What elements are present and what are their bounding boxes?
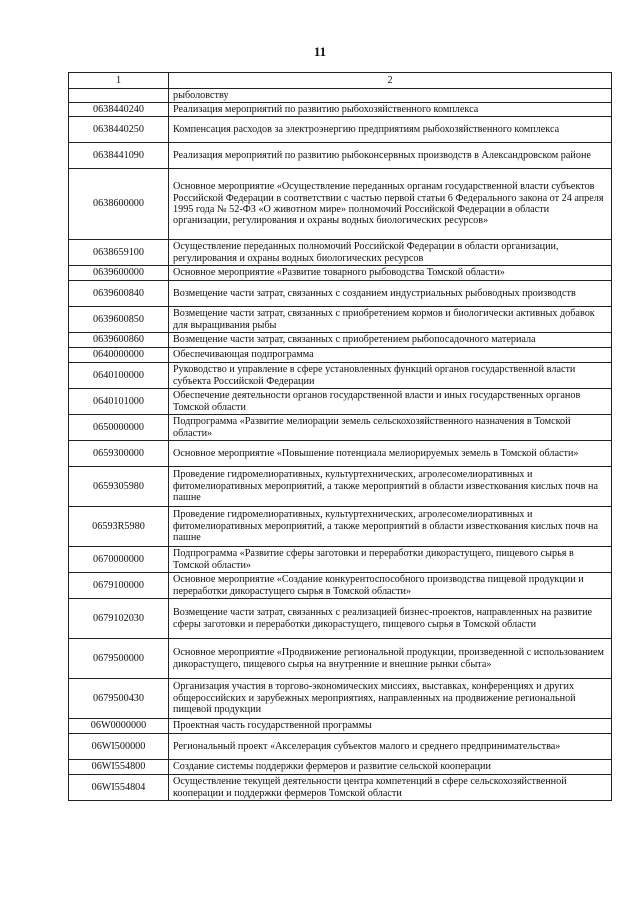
header-row (69, 73, 612, 89)
table-row (69, 547, 612, 573)
row-description: Основное мероприятие «Создание конкурентоспособного производства пищевой продукции и переработки дикорастущего сырья в Томской области» (169, 573, 612, 599)
page-number: 11 (313, 44, 327, 59)
table-row (69, 507, 612, 547)
table-row (69, 281, 612, 307)
row-code: 0638441090 (69, 143, 169, 169)
row-description: Региональный проект «Акселерация субъектов малого и среднего предпринимательства» (169, 734, 612, 760)
table-row (69, 415, 612, 441)
row-code: 06W0000000 (69, 719, 169, 734)
table-row (69, 169, 612, 240)
row-description: Возмещение части затрат, связанных с приобретением кормов и биологически активных добавок для выращивания рыбы (169, 307, 612, 333)
row-code: 06593R5980 (69, 507, 169, 547)
row-code: 0670000000 (69, 547, 169, 573)
row-code: 0638600000 (69, 169, 169, 240)
row-description: Основное мероприятие «Развитие товарного рыбоводства Томской области» (169, 266, 612, 281)
row-description: Проведение гидромелиоративных, культуртехнических, агролесомелиоративных и фитомелиоративных мероприятий, а также мероприятий в области известкования кислых почв на пашне (169, 507, 612, 547)
table-row (69, 639, 612, 679)
row-description: Основное мероприятие «Осуществление переданных органам государственной власти субъектов Российской Федерации в соответствии с частью первой статьи 6 Федерального закона от 24 апреля 1995 года № 52-ФЗ «О животном мире» полномочий Российской Федерации в области организации, регулирования и охраны водных биологических ресурсов» (169, 169, 612, 240)
row-description: Подпрограмма «Развитие сферы заготовки и переработки дикорастущего, пищевого сырья в Томской области» (169, 547, 612, 573)
row-description: Руководство и управление в сфере установленных функций органов государственной власти субъекта Российской Федерации (169, 363, 612, 389)
row-code: 0639600000 (69, 266, 169, 281)
row-code: 0638440240 (69, 103, 169, 117)
table-row (69, 467, 612, 507)
row-description: Осуществление текущей деятельности центра компетенций в сфере сельскохозяйственной кооперации и поддержки фермеров Томской области (169, 775, 612, 801)
row-code: 0640000000 (69, 348, 169, 363)
row-description: Проектная часть государственной программы (169, 719, 612, 734)
table-row (69, 760, 612, 775)
row-code: 0639600850 (69, 307, 169, 333)
code-table (68, 72, 612, 801)
table-row (69, 117, 612, 143)
row-code: 06WI554804 (69, 775, 169, 801)
row-code: 0638440250 (69, 117, 169, 143)
table-row (69, 719, 612, 734)
row-description: Основное мероприятие «Повышение потенциала мелиорируемых земель в Томской области» (169, 441, 612, 467)
row-code: 0639600860 (69, 333, 169, 348)
row-description: Компенсация расходов за электроэнергию предприятиям рыбохозяйственного комплекса (169, 117, 612, 143)
row-description: Обеспечивающая подпрограмма (169, 348, 612, 363)
row-code: 0650000000 (69, 415, 169, 441)
table-row (69, 599, 612, 639)
column-header-2: 2 (169, 73, 612, 89)
row-description: Реализация мероприятий по развитию рыбохозяйственного комплекса (169, 103, 612, 117)
table-row (69, 441, 612, 467)
row-description: Реализация мероприятий по развитию рыбоконсервных производств в Александровском районе (169, 143, 612, 169)
row-code: 0638659100 (69, 240, 169, 266)
row-description: Проведение гидромелиоративных, культуртехнических, агролесомелиоративных и фитомелиоративных мероприятий, а также мероприятий в области известкования кислых почв на пашне (169, 467, 612, 507)
table-row (69, 363, 612, 389)
table-row (69, 240, 612, 266)
row-code: 0679100000 (69, 573, 169, 599)
table-row (69, 143, 612, 169)
row-code: 0679102030 (69, 599, 169, 639)
row-description: Обеспечение деятельности органов государственной власти и иных государственных органов Томской области (169, 389, 612, 415)
table-row (69, 389, 612, 415)
row-code: 0659300000 (69, 441, 169, 467)
row-code: 06WI500000 (69, 734, 169, 760)
row-code: 0659305980 (69, 467, 169, 507)
row-code: 0640101000 (69, 389, 169, 415)
table-row (69, 333, 612, 348)
table-row (69, 573, 612, 599)
row-description: Осуществление переданных полномочий Российской Федерации в области организации, регулирования и охраны водных биологических ресурсов (169, 240, 612, 266)
table-row (69, 266, 612, 281)
row-description: Подпрограмма «Развитие мелиорации земель сельскохозяйственного назначения в Томской области» (169, 415, 612, 441)
column-header-1: 1 (69, 73, 169, 89)
row-description: Возмещение части затрат, связанных с созданием индустриальных рыбоводных производств (169, 281, 612, 307)
table-row (69, 679, 612, 719)
table-row (69, 775, 612, 801)
table-row (69, 348, 612, 363)
row-code: 0639600840 (69, 281, 169, 307)
row-description: Создание системы поддержки фермеров и развитие сельской кооперации (169, 760, 612, 775)
row-description: рыболовству (169, 89, 612, 103)
row-code: 0679500430 (69, 679, 169, 719)
row-description: Возмещение части затрат, связанных с приобретением рыбопосадочного материала (169, 333, 612, 348)
table-row (69, 734, 612, 760)
row-description: Организация участия в торгово-экономических миссиях, выставках, конференциях и других общероссийских и зарубежных мероприятиях, направленных на продвижение региональной пищевой продукции (169, 679, 612, 719)
table-row (69, 307, 612, 333)
table-row (69, 89, 612, 103)
row-description: Возмещение части затрат, связанных с реализацией бизнес-проектов, направленных на развитие сферы заготовки и переработки дикорастущего, пищевого сырья в Томской области (169, 599, 612, 639)
table-row (69, 103, 612, 117)
row-description: Основное мероприятие «Продвижение региональной продукции, произведенной с использованием дикорастущего, пищевого сырья на внутренние и внешние рынки сбыта» (169, 639, 612, 679)
row-code: 0679500000 (69, 639, 169, 679)
row-code (69, 89, 169, 103)
row-code: 06WI554800 (69, 760, 169, 775)
row-code: 0640100000 (69, 363, 169, 389)
